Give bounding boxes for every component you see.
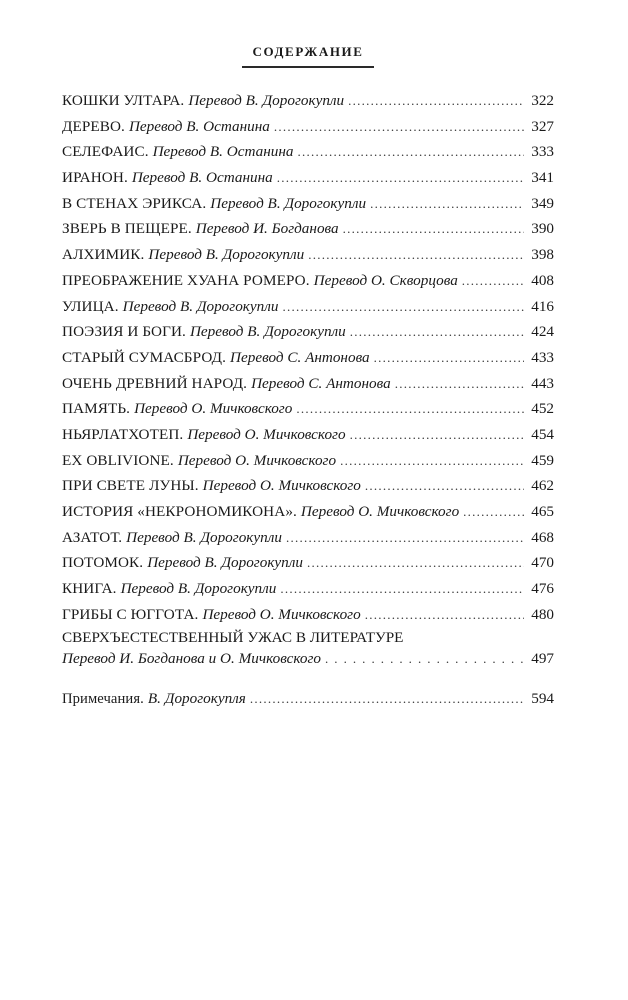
dot-leader bbox=[307, 550, 524, 576]
entry-title: СВЕРХЪЕСТЕСТВЕННЫЙ УЖАС В ЛИТЕРАТУРЕ bbox=[62, 629, 404, 647]
entry-title: КОШКИ УЛТАРА. bbox=[62, 92, 185, 109]
toc-entry bbox=[62, 448, 554, 474]
entry-page-number: 459 bbox=[531, 451, 554, 469]
entry-page-number: 476 bbox=[531, 580, 554, 598]
toc-entry bbox=[62, 191, 554, 217]
entry-page-number: 470 bbox=[531, 554, 554, 572]
entry-page-number: 390 bbox=[531, 220, 554, 238]
toc-entry bbox=[62, 114, 554, 140]
dot-leader bbox=[350, 422, 524, 448]
entry-second-line bbox=[62, 648, 554, 669]
entry-translator: Перевод В. Дорогокупли bbox=[210, 194, 367, 212]
toc-entry bbox=[62, 576, 554, 602]
entry-translator: Перевод В. Дорогокупли bbox=[147, 554, 303, 572]
dot-leader bbox=[340, 448, 524, 474]
entry-page-number: 416 bbox=[531, 297, 554, 315]
toc-entry bbox=[62, 165, 554, 191]
entry-title: ОЧЕНЬ ДРЕВНИЙ НАРОД. bbox=[62, 374, 248, 392]
entry-page-number: 480 bbox=[531, 605, 554, 623]
toc-entry bbox=[62, 268, 554, 294]
entry-title: СЕЛЕФАИС. bbox=[62, 143, 149, 161]
toc-entry bbox=[62, 473, 554, 499]
entry-title: EX OBLIVIONE. bbox=[62, 451, 174, 469]
toc-entry bbox=[62, 525, 554, 551]
dot-leader bbox=[298, 139, 525, 165]
dot-leader bbox=[395, 371, 524, 397]
dot-leader bbox=[374, 345, 524, 371]
entry-page-number: 408 bbox=[531, 271, 554, 289]
entry-title: ПРИ СВЕТЕ ЛУНЫ. bbox=[62, 477, 199, 495]
entry-title: КНИГА. bbox=[62, 580, 117, 598]
entry-translator: Перевод В. Дорогокупли bbox=[120, 580, 277, 598]
entry-page-number: 497 bbox=[531, 650, 554, 668]
entry-translator: Перевод В. Дорогокупли bbox=[189, 323, 346, 341]
entry-page-number: 443 bbox=[531, 374, 554, 392]
dot-leader bbox=[274, 114, 524, 140]
toc-entry bbox=[62, 499, 554, 525]
notes-title: Примечания. bbox=[62, 691, 144, 707]
entry-translator: Перевод В. Дорогокупли bbox=[126, 528, 282, 546]
toc-entry bbox=[62, 139, 554, 165]
dot-leader bbox=[277, 165, 524, 191]
dot-leader bbox=[365, 602, 524, 628]
entry-title: ДЕРЕВО. bbox=[62, 117, 125, 135]
entry-translator: Перевод В. Дорогокупли bbox=[148, 246, 305, 264]
entry-translator: Перевод В. Останина bbox=[152, 143, 294, 161]
entry-translator: Перевод И. Богданова и О. Мичковского bbox=[62, 650, 321, 668]
entry-page-number: 433 bbox=[531, 348, 554, 366]
notes-author: В. Дорогокупля bbox=[147, 690, 246, 707]
notes-section bbox=[62, 686, 554, 712]
toc-entry bbox=[62, 602, 554, 628]
entry-title: ЗВЕРЬ В ПЕЩЕРЕ. bbox=[62, 220, 192, 238]
toc-entry bbox=[62, 216, 554, 242]
entry-title: ПРЕОБРАЖЕНИЕ ХУАНА РОМЕРО. bbox=[62, 271, 310, 289]
entry-page-number: 327 bbox=[531, 117, 554, 135]
toc-entry-notes bbox=[62, 686, 554, 712]
toc-entry bbox=[62, 422, 554, 448]
entry-page-number: 333 bbox=[531, 143, 554, 161]
dot-leader bbox=[286, 525, 524, 551]
dot-leader bbox=[348, 88, 524, 114]
toc-entry bbox=[62, 319, 554, 345]
toc-entry bbox=[62, 371, 554, 397]
toc-entry bbox=[62, 294, 554, 320]
toc-entry bbox=[62, 396, 554, 422]
entry-title: ПОТОМОК. bbox=[62, 554, 144, 572]
dot-leader bbox=[370, 191, 524, 217]
entry-page-number: 349 bbox=[531, 194, 554, 212]
entry-translator: Перевод О. Мичковского bbox=[202, 477, 361, 495]
entry-page-number: 322 bbox=[531, 92, 554, 109]
entry-page-number: 465 bbox=[531, 503, 554, 520]
toc-entry bbox=[62, 242, 554, 268]
entry-translator: Перевод О. Скворцова bbox=[313, 271, 458, 289]
entry-translator: Перевод С. Антонова bbox=[230, 348, 370, 366]
entry-translator: Перевод С. Антонова bbox=[251, 374, 391, 392]
entry-title: АЛХИМИК. bbox=[62, 246, 145, 264]
toc-entry-long bbox=[62, 627, 554, 669]
entry-title: НЬЯРЛАТХОТЕП. bbox=[62, 425, 184, 443]
dot-leader bbox=[280, 576, 524, 602]
entry-translator: Перевод В. Дорогокупли bbox=[122, 297, 279, 315]
dot-leader bbox=[343, 216, 524, 242]
entry-title: ИРАНОН. bbox=[62, 169, 128, 187]
entry-page-number: 452 bbox=[531, 400, 554, 418]
entry-translator: Перевод И. Богданова bbox=[195, 220, 339, 238]
dot-leader bbox=[365, 473, 524, 499]
dot-leader bbox=[325, 648, 527, 669]
toc-page bbox=[62, 0, 554, 1000]
entry-title: СТАРЫЙ СУМАСБРОД. bbox=[62, 348, 227, 366]
entry-title: ПАМЯТЬ. bbox=[62, 400, 131, 418]
entry-title: ПОЭЗИЯ И БОГИ. bbox=[62, 323, 186, 341]
dot-leader bbox=[282, 294, 524, 320]
entry-translator: Перевод О. Мичковского bbox=[300, 503, 460, 520]
entry-translator: Перевод В. Останина bbox=[131, 169, 273, 187]
entry-page-number: 424 bbox=[531, 323, 554, 341]
entry-translator: Перевод О. Мичковского bbox=[187, 425, 346, 443]
entry-translator: Перевод О. Мичковского bbox=[134, 400, 293, 418]
toc-entry bbox=[62, 88, 554, 114]
entry-translator: Перевод О. Мичковского bbox=[177, 451, 337, 469]
dot-leader bbox=[350, 319, 524, 345]
dot-leader bbox=[308, 242, 524, 268]
entry-page-number: 462 bbox=[531, 477, 554, 495]
dot-leader bbox=[462, 268, 524, 294]
dot-leader bbox=[250, 686, 524, 712]
entry-translator: Перевод О. Мичковского bbox=[202, 605, 361, 623]
entry-page-number: 454 bbox=[531, 425, 554, 443]
entry-page-number: 594 bbox=[531, 690, 554, 707]
entry-title: ГРИБЫ С ЮГГОТА. bbox=[62, 605, 199, 623]
toc-heading bbox=[62, 44, 554, 68]
entry-page-number: 398 bbox=[531, 246, 554, 264]
dot-leader bbox=[296, 396, 524, 422]
dot-leader bbox=[463, 499, 524, 525]
toc-list bbox=[62, 88, 554, 669]
entry-translator: Перевод В. Останина bbox=[128, 117, 270, 135]
entry-title: ИСТОРИЯ «НЕКРОНОМИКОНА». bbox=[62, 503, 297, 520]
entry-page-number: 468 bbox=[531, 528, 554, 546]
toc-entry bbox=[62, 345, 554, 371]
toc-heading-title: СОДЕРЖАНИЕ bbox=[252, 44, 364, 59]
entry-title: В СТЕНАХ ЭРИКСА. bbox=[62, 194, 207, 212]
entry-title: УЛИЦА. bbox=[62, 297, 119, 315]
heading-underline bbox=[242, 66, 374, 68]
toc-entry bbox=[62, 550, 554, 576]
entry-page-number: 341 bbox=[531, 169, 554, 187]
entry-translator: Перевод В. Дорогокупли bbox=[188, 92, 345, 109]
entry-title: АЗАТОТ. bbox=[62, 528, 123, 546]
